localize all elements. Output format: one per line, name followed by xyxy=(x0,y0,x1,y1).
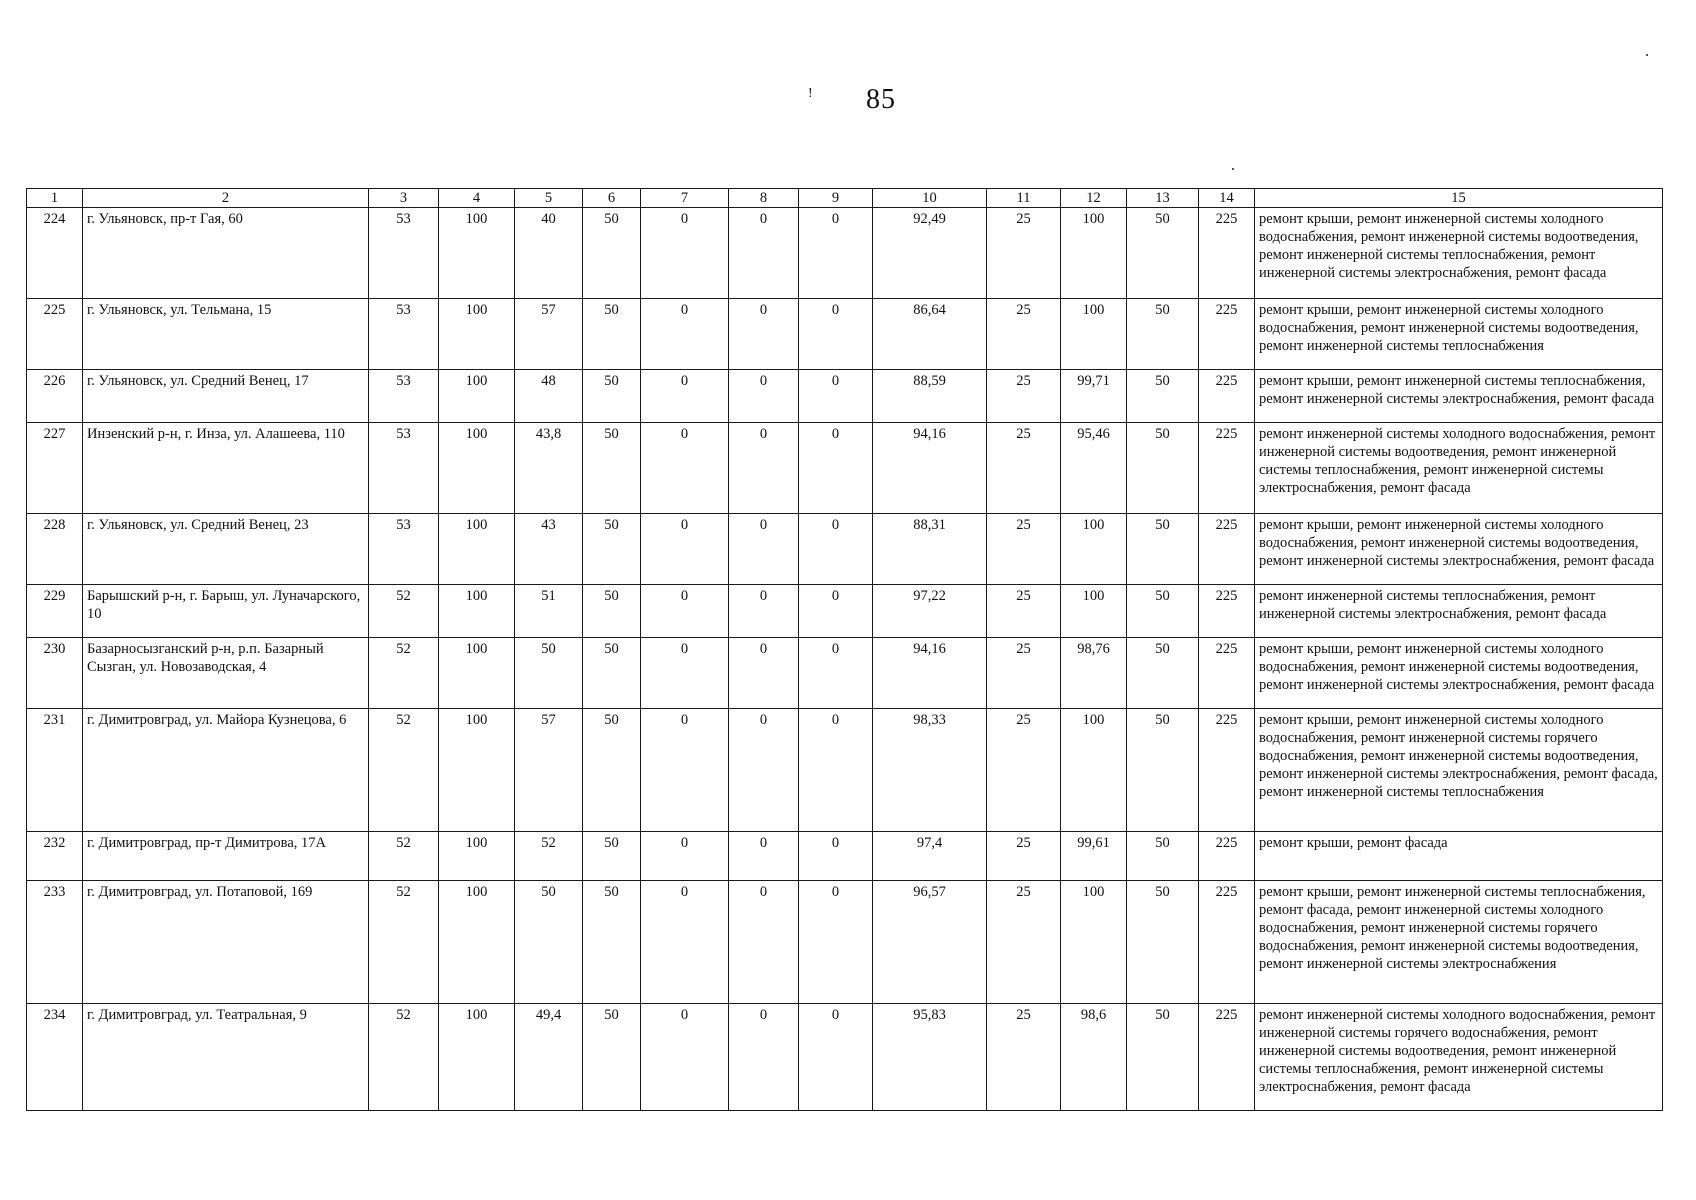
value-cell: 97,4 xyxy=(873,832,987,881)
value-cell: 50 xyxy=(1127,299,1199,370)
address-cell: г. Димитровград, ул. Потаповой, 169 xyxy=(83,881,369,1004)
value-cell: 100 xyxy=(1061,709,1127,832)
value-cell: 0 xyxy=(641,370,729,423)
value-cell: 50 xyxy=(583,832,641,881)
value-cell: 100 xyxy=(439,709,515,832)
value-cell: 0 xyxy=(641,299,729,370)
table-row xyxy=(27,208,1663,299)
column-header: 8 xyxy=(729,189,799,208)
value-cell: 225 xyxy=(1199,638,1255,709)
table-row xyxy=(27,514,1663,585)
value-cell: 25 xyxy=(987,370,1061,423)
address-cell: Барышский р-н, г. Барыш, ул. Луначарского, 10 xyxy=(83,585,369,638)
value-cell: 100 xyxy=(1061,514,1127,585)
value-cell: 0 xyxy=(799,585,873,638)
value-cell: 99,71 xyxy=(1061,370,1127,423)
value-cell: 0 xyxy=(799,423,873,514)
value-cell: 100 xyxy=(1061,881,1127,1004)
value-cell: 50 xyxy=(515,881,583,1004)
column-header: 6 xyxy=(583,189,641,208)
address-cell: г. Ульяновск, ул. Тельмана, 15 xyxy=(83,299,369,370)
value-cell: 43 xyxy=(515,514,583,585)
table-row xyxy=(27,1004,1663,1111)
value-cell: 53 xyxy=(369,514,439,585)
address-cell: Инзенский р-н, г. Инза, ул. Алашеева, 110 xyxy=(83,423,369,514)
works-cell: ремонт инженерной системы теплоснабжения, ремонт инженерной системы электроснабжения, ремонт фасада xyxy=(1255,585,1663,638)
value-cell: 225 xyxy=(1199,881,1255,1004)
column-header: 2 xyxy=(83,189,369,208)
value-cell: 50 xyxy=(583,709,641,832)
value-cell: 25 xyxy=(987,709,1061,832)
value-cell: 100 xyxy=(1061,208,1127,299)
row-number: 227 xyxy=(27,423,83,514)
value-cell: 50 xyxy=(583,514,641,585)
value-cell: 25 xyxy=(987,208,1061,299)
address-cell: г. Ульяновск, пр-т Гая, 60 xyxy=(83,208,369,299)
value-cell: 50 xyxy=(583,638,641,709)
value-cell: 52 xyxy=(369,585,439,638)
value-cell: 88,31 xyxy=(873,514,987,585)
value-cell: 0 xyxy=(729,881,799,1004)
works-cell: ремонт крыши, ремонт инженерной системы холодного водоснабжения, ремонт инженерной системы горячего водоснабжения, ремонт инженерной системы водоотведения, ремонт инженерной системы электроснабжения, ремонт фасада, ремонт инженерной системы теплоснабжения xyxy=(1255,709,1663,832)
table-row xyxy=(27,423,1663,514)
value-cell: 95,46 xyxy=(1061,423,1127,514)
value-cell: 100 xyxy=(439,585,515,638)
value-cell: 52 xyxy=(369,1004,439,1111)
value-cell: 88,59 xyxy=(873,370,987,423)
value-cell: 43,8 xyxy=(515,423,583,514)
column-header: 5 xyxy=(515,189,583,208)
table-row xyxy=(27,585,1663,638)
table-row xyxy=(27,709,1663,832)
value-cell: 50 xyxy=(1127,423,1199,514)
column-header: 14 xyxy=(1199,189,1255,208)
value-cell: 100 xyxy=(1061,585,1127,638)
value-cell: 50 xyxy=(583,299,641,370)
value-cell: 50 xyxy=(1127,514,1199,585)
row-number: 228 xyxy=(27,514,83,585)
table-row xyxy=(27,299,1663,370)
value-cell: 25 xyxy=(987,423,1061,514)
value-cell: 0 xyxy=(799,514,873,585)
value-cell: 0 xyxy=(641,1004,729,1111)
row-number: 231 xyxy=(27,709,83,832)
value-cell: 0 xyxy=(729,423,799,514)
value-cell: 98,76 xyxy=(1061,638,1127,709)
value-cell: 0 xyxy=(641,638,729,709)
value-cell: 0 xyxy=(729,299,799,370)
row-number: 230 xyxy=(27,638,83,709)
value-cell: 0 xyxy=(729,370,799,423)
column-header: 13 xyxy=(1127,189,1199,208)
value-cell: 225 xyxy=(1199,1004,1255,1111)
row-number: 225 xyxy=(27,299,83,370)
value-cell: 94,16 xyxy=(873,423,987,514)
value-cell: 100 xyxy=(439,881,515,1004)
value-cell: 50 xyxy=(1127,370,1199,423)
works-cell: ремонт крыши, ремонт инженерной системы холодного водоснабжения, ремонт инженерной системы водоотведения, ремонт инженерной системы теплоснабжения, ремонт инженерной системы электроснабжения, ремонт фасада xyxy=(1255,208,1663,299)
value-cell: 0 xyxy=(641,208,729,299)
value-cell: 0 xyxy=(729,709,799,832)
value-cell: 25 xyxy=(987,638,1061,709)
table-row xyxy=(27,832,1663,881)
value-cell: 98,33 xyxy=(873,709,987,832)
value-cell: 25 xyxy=(987,299,1061,370)
column-header: 3 xyxy=(369,189,439,208)
value-cell: 50 xyxy=(1127,1004,1199,1111)
value-cell: 0 xyxy=(641,423,729,514)
works-cell: ремонт инженерной системы холодного водоснабжения, ремонт инженерной системы горячего водоснабжения, ремонт инженерной системы водоотведения, ремонт инженерной системы теплоснабжения, ремонт инженерной системы электроснабжения, ремонт фасада xyxy=(1255,1004,1663,1111)
value-cell: 50 xyxy=(1127,585,1199,638)
value-cell: 0 xyxy=(641,709,729,832)
value-cell: 25 xyxy=(987,514,1061,585)
value-cell: 100 xyxy=(1061,299,1127,370)
value-cell: 0 xyxy=(729,208,799,299)
value-cell: 50 xyxy=(583,370,641,423)
value-cell: 0 xyxy=(799,638,873,709)
value-cell: 25 xyxy=(987,832,1061,881)
value-cell: 50 xyxy=(515,638,583,709)
works-cell: ремонт крыши, ремонт инженерной системы холодного водоснабжения, ремонт инженерной системы водоотведения, ремонт инженерной системы электроснабжения, ремонт фасада xyxy=(1255,638,1663,709)
value-cell: 50 xyxy=(1127,208,1199,299)
value-cell: 0 xyxy=(641,881,729,1004)
column-header: 12 xyxy=(1061,189,1127,208)
column-header: 1 xyxy=(27,189,83,208)
value-cell: 52 xyxy=(369,638,439,709)
works-cell: ремонт крыши, ремонт инженерной системы теплоснабжения, ремонт инженерной системы электроснабжения, ремонт фасада xyxy=(1255,370,1663,423)
value-cell: 0 xyxy=(641,585,729,638)
table-row xyxy=(27,638,1663,709)
value-cell: 0 xyxy=(641,514,729,585)
value-cell: 0 xyxy=(729,585,799,638)
value-cell: 0 xyxy=(799,370,873,423)
value-cell: 100 xyxy=(439,423,515,514)
address-cell: г. Ульяновск, ул. Средний Венец, 17 xyxy=(83,370,369,423)
value-cell: 0 xyxy=(799,208,873,299)
value-cell: 225 xyxy=(1199,208,1255,299)
row-number: 224 xyxy=(27,208,83,299)
value-cell: 86,64 xyxy=(873,299,987,370)
value-cell: 49,4 xyxy=(515,1004,583,1111)
value-cell: 100 xyxy=(439,832,515,881)
works-cell: ремонт крыши, ремонт фасада xyxy=(1255,832,1663,881)
value-cell: 51 xyxy=(515,585,583,638)
value-cell: 50 xyxy=(1127,881,1199,1004)
row-number: 234 xyxy=(27,1004,83,1111)
column-header: 11 xyxy=(987,189,1061,208)
column-header: 15 xyxy=(1255,189,1663,208)
address-cell: г. Димитровград, ул. Майора Кузнецова, 6 xyxy=(83,709,369,832)
address-cell: г. Димитровград, ул. Театральная, 9 xyxy=(83,1004,369,1111)
value-cell: 225 xyxy=(1199,832,1255,881)
value-cell: 57 xyxy=(515,299,583,370)
value-cell: 0 xyxy=(729,832,799,881)
value-cell: 57 xyxy=(515,709,583,832)
row-number: 226 xyxy=(27,370,83,423)
column-header: 4 xyxy=(439,189,515,208)
works-cell: ремонт крыши, ремонт инженерной системы холодного водоснабжения, ремонт инженерной системы водоотведения, ремонт инженерной системы электроснабжения, ремонт фасада xyxy=(1255,514,1663,585)
address-cell: г. Ульяновск, ул. Средний Венец, 23 xyxy=(83,514,369,585)
value-cell: 100 xyxy=(439,1004,515,1111)
value-cell: 25 xyxy=(987,881,1061,1004)
value-cell: 50 xyxy=(1127,832,1199,881)
value-cell: 53 xyxy=(369,423,439,514)
value-cell: 0 xyxy=(799,1004,873,1111)
value-cell: 92,49 xyxy=(873,208,987,299)
value-cell: 52 xyxy=(369,709,439,832)
header-row xyxy=(27,189,1663,208)
column-header: 7 xyxy=(641,189,729,208)
value-cell: 50 xyxy=(583,1004,641,1111)
value-cell: 0 xyxy=(641,832,729,881)
value-cell: 53 xyxy=(369,299,439,370)
page-mark: ! xyxy=(808,86,813,101)
value-cell: 48 xyxy=(515,370,583,423)
value-cell: 0 xyxy=(799,299,873,370)
value-cell: 50 xyxy=(583,585,641,638)
value-cell: 53 xyxy=(369,208,439,299)
row-number: 233 xyxy=(27,881,83,1004)
repair-register-table xyxy=(26,188,1663,1111)
page-number: 85 xyxy=(866,84,896,115)
value-cell: 0 xyxy=(799,881,873,1004)
value-cell: 100 xyxy=(439,638,515,709)
value-cell: 225 xyxy=(1199,423,1255,514)
value-cell: 100 xyxy=(439,208,515,299)
value-cell: 40 xyxy=(515,208,583,299)
works-cell: ремонт инженерной системы холодного водоснабжения, ремонт инженерной системы водоотведения, ремонт инженерной системы теплоснабжения, ремонт инженерной системы электроснабжения, ремонт фасада xyxy=(1255,423,1663,514)
value-cell: 0 xyxy=(799,832,873,881)
works-cell: ремонт крыши, ремонт инженерной системы теплоснабжения, ремонт фасада, ремонт инженерной системы холодного водоснабжения, ремонт инженерной системы горячего водоснабжения, ремонт инженерной системы водоотведения, ремонт инженерной системы электроснабжения xyxy=(1255,881,1663,1004)
value-cell: 0 xyxy=(729,514,799,585)
table-row xyxy=(27,370,1663,423)
works-cell: ремонт крыши, ремонт инженерной системы холодного водоснабжения, ремонт инженерной системы водоотведения, ремонт инженерной системы теплоснабжения xyxy=(1255,299,1663,370)
value-cell: 94,16 xyxy=(873,638,987,709)
value-cell: 100 xyxy=(439,514,515,585)
scan-speck xyxy=(1646,54,1648,56)
row-number: 232 xyxy=(27,832,83,881)
value-cell: 53 xyxy=(369,370,439,423)
value-cell: 100 xyxy=(439,370,515,423)
value-cell: 225 xyxy=(1199,514,1255,585)
value-cell: 50 xyxy=(1127,638,1199,709)
value-cell: 0 xyxy=(729,638,799,709)
value-cell: 52 xyxy=(515,832,583,881)
value-cell: 25 xyxy=(987,585,1061,638)
value-cell: 225 xyxy=(1199,299,1255,370)
value-cell: 50 xyxy=(1127,709,1199,832)
value-cell: 25 xyxy=(987,1004,1061,1111)
value-cell: 52 xyxy=(369,881,439,1004)
address-cell: Базарносызганский р-н, р.п. Базарный Сызган, ул. Новозаводская, 4 xyxy=(83,638,369,709)
value-cell: 225 xyxy=(1199,370,1255,423)
column-header: 9 xyxy=(799,189,873,208)
value-cell: 52 xyxy=(369,832,439,881)
row-number: 229 xyxy=(27,585,83,638)
value-cell: 0 xyxy=(799,709,873,832)
value-cell: 50 xyxy=(583,881,641,1004)
value-cell: 97,22 xyxy=(873,585,987,638)
value-cell: 100 xyxy=(439,299,515,370)
value-cell: 95,83 xyxy=(873,1004,987,1111)
value-cell: 50 xyxy=(583,208,641,299)
value-cell: 96,57 xyxy=(873,881,987,1004)
value-cell: 50 xyxy=(583,423,641,514)
value-cell: 98,6 xyxy=(1061,1004,1127,1111)
address-cell: г. Димитровград, пр-т Димитрова, 17А xyxy=(83,832,369,881)
scan-speck xyxy=(1232,168,1234,170)
column-header: 10 xyxy=(873,189,987,208)
value-cell: 0 xyxy=(729,1004,799,1111)
value-cell: 225 xyxy=(1199,585,1255,638)
value-cell: 99,61 xyxy=(1061,832,1127,881)
table-row xyxy=(27,881,1663,1004)
value-cell: 225 xyxy=(1199,709,1255,832)
